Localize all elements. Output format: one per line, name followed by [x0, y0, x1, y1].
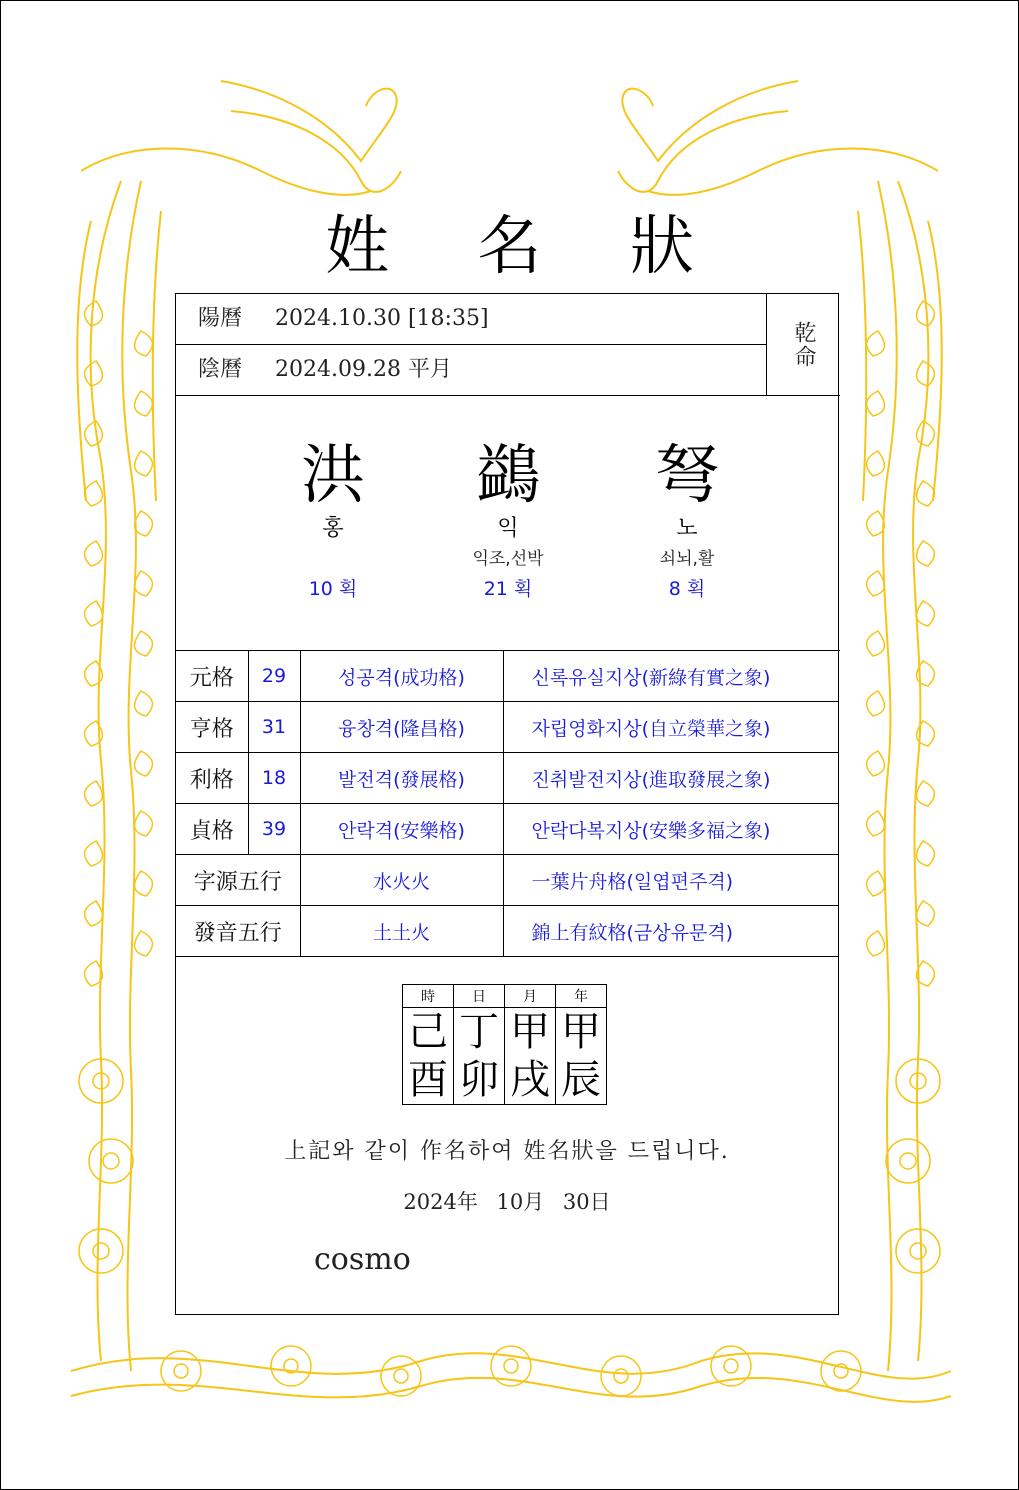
solar-value: 2024.10.30 [18:35]	[275, 306, 489, 331]
pillar-stem: 己	[403, 1008, 454, 1057]
gender-label: 乾命	[791, 320, 816, 369]
pillar-stem-row	[403, 1008, 607, 1057]
fortune-name: 발전격(發展格)	[300, 753, 503, 804]
name-hanja: 弩	[655, 439, 719, 513]
fortune-label: 利格	[176, 753, 248, 804]
fortune-label: 元格	[176, 651, 248, 702]
fortune-desc: 신록유실지상(新綠有實之象)	[503, 651, 839, 702]
pillar-header-row	[403, 985, 607, 1008]
fortune-name: 융창격(隆昌格)	[300, 702, 503, 753]
fortune-name: 성공격(成功格)	[300, 651, 503, 702]
pillar-header: 時	[403, 985, 454, 1008]
name-strokes: 8 획	[668, 578, 706, 600]
pillar-header: 日	[454, 985, 505, 1008]
name-section	[176, 396, 840, 651]
pillar-branch-row	[403, 1056, 607, 1105]
pillar-stem: 甲	[505, 1008, 556, 1057]
fortune-desc: 진취발전지상(進取發展之象)	[503, 753, 839, 804]
lunar-label: 陰曆	[198, 357, 243, 382]
table-row	[176, 702, 839, 753]
fortune-number: 29	[248, 651, 300, 702]
certificate-footer	[176, 958, 838, 1314]
table-row	[176, 906, 839, 957]
pillar-header: 月	[505, 985, 556, 1008]
element-label: 字源五行	[176, 855, 300, 906]
element-desc: 一葉片舟格(일엽편주격)	[503, 855, 839, 906]
name-strokes: 21 획	[483, 578, 533, 600]
solar-label: 陽曆	[198, 306, 243, 331]
closing-statement: 上記와 같이 作名하여 姓名狀을 드립니다.	[284, 1139, 730, 1164]
table-row	[176, 804, 839, 855]
element-desc: 錦上有紋格(금상유문격)	[503, 906, 839, 957]
fortune-label: 貞格	[176, 804, 248, 855]
fortune-number: 18	[248, 753, 300, 804]
table-row	[176, 753, 839, 804]
pillar-branch: 戌	[505, 1056, 556, 1105]
name-hangul: 익	[497, 516, 519, 541]
solar-date-row	[176, 294, 766, 345]
fortune-label: 亨格	[176, 702, 248, 753]
name-hangul: 노	[676, 516, 698, 541]
lunar-date-row	[176, 345, 766, 395]
certificate-body	[175, 293, 839, 1315]
pillar-stem: 丁	[454, 1008, 505, 1057]
four-pillars-table	[402, 984, 607, 1105]
table-row	[176, 855, 839, 906]
pillar-branch: 卯	[454, 1056, 505, 1105]
fortune-table	[176, 651, 839, 957]
name-hanja: 鷁	[476, 439, 540, 513]
pillar-branch: 酉	[403, 1056, 454, 1105]
name-meaning: 익조,선박	[472, 549, 544, 569]
pillar-stem: 甲	[556, 1008, 607, 1057]
name-meaning: 쇠뇌,활	[659, 549, 715, 569]
signature: cosmo	[314, 1242, 411, 1277]
name-strokes: 10 획	[308, 578, 358, 600]
fortune-desc: 안락다복지상(安樂多福之象)	[503, 804, 839, 855]
pillar-branch: 辰	[556, 1056, 607, 1105]
issue-date: 2024年 10月 30日	[403, 1190, 611, 1214]
fortune-desc: 자립영화지상(自立榮華之象)	[503, 702, 839, 753]
name-hangul: 홍	[322, 516, 344, 541]
element-value: 土土火	[300, 906, 503, 957]
pillar-header: 年	[556, 985, 607, 1008]
fortune-number: 31	[248, 702, 300, 753]
calendar-section	[176, 294, 767, 396]
fortune-name: 안락격(安樂格)	[300, 804, 503, 855]
name-hanja: 洪	[301, 439, 365, 513]
lunar-value: 2024.09.28 平月	[275, 357, 452, 382]
table-row	[176, 651, 839, 702]
fortune-number: 39	[248, 804, 300, 855]
certificate-title: 姓 名 狀	[325, 210, 728, 284]
element-label: 發音五行	[176, 906, 300, 957]
element-value: 水火火	[300, 855, 503, 906]
gender-cell	[767, 294, 840, 396]
